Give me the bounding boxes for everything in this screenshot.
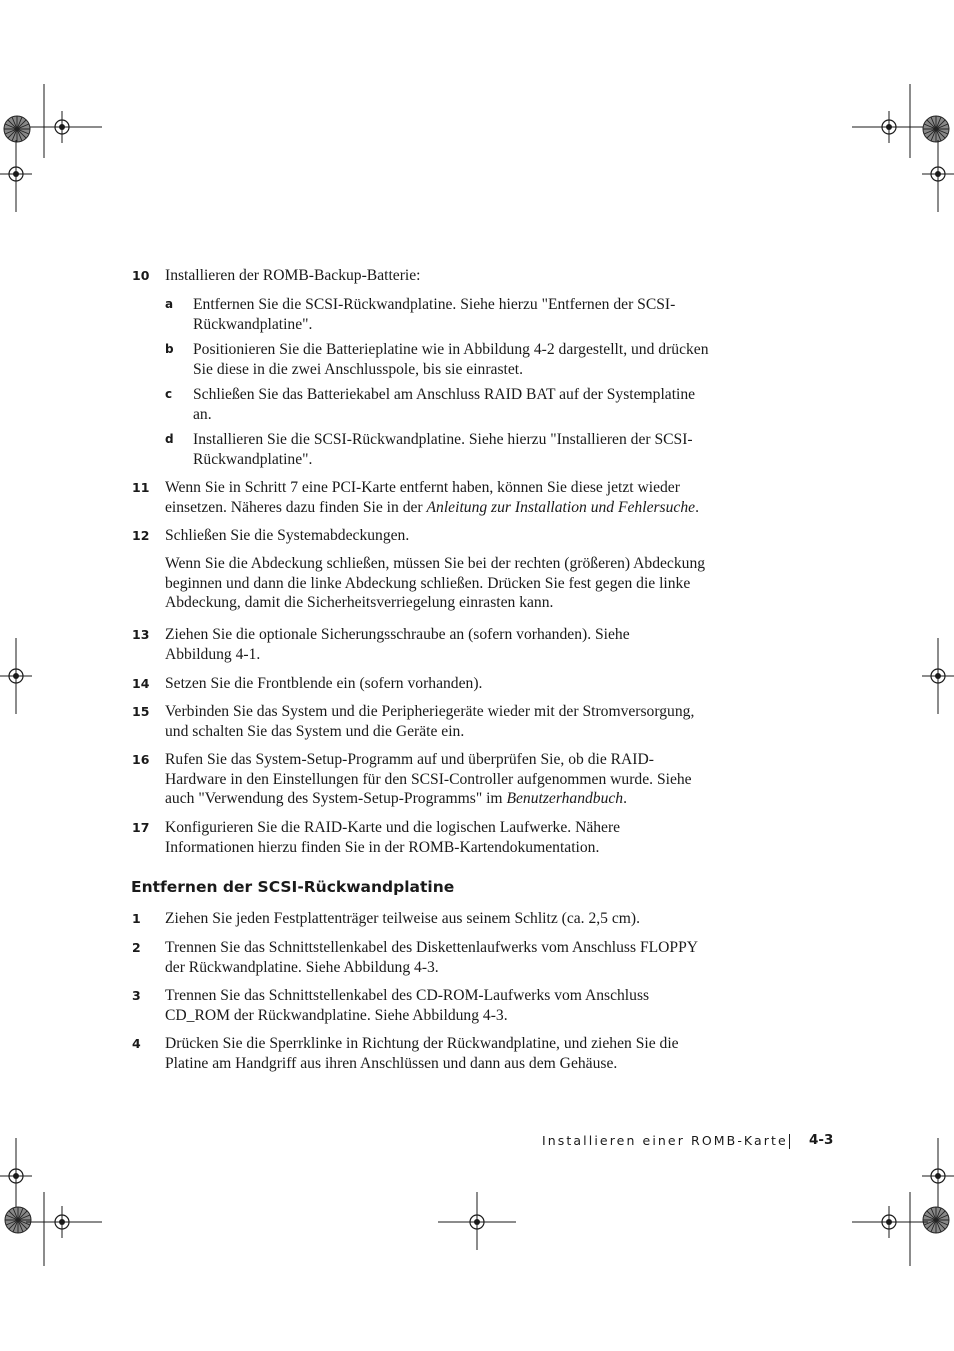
footer-divider <box>789 1134 790 1149</box>
step-number: 17 <box>132 820 150 835</box>
line: Entfernen Sie die SCSI-Rückwandplatine. Siehe hierzu "Entfernen der SCSI- <box>193 296 676 313</box>
line: Trennen Sie das Schnittstellenkabel des Diskettenlaufwerks vom Anschluss FLOPPY <box>165 939 699 956</box>
step-number: 3 <box>132 988 141 1003</box>
step-note-paragraph <box>165 554 740 613</box>
step-number: 4 <box>132 1036 141 1051</box>
line: Ziehen Sie die optionale Sicherungsschraube an (sofern vorhanden). Siehe <box>165 626 630 643</box>
line: Abbildung 4-1. <box>165 645 261 663</box>
step-text: Schließen Sie die Systemabdeckungen. <box>165 527 410 544</box>
step-number: 14 <box>132 676 150 691</box>
line: Rufen Sie das System-Setup-Programm auf und überprüfen Sie, ob die RAID- <box>165 751 654 768</box>
step-text <box>165 818 740 857</box>
line: Verbinden Sie das System und die Peripheriegeräte wieder mit der Stromversorgung, <box>165 703 695 720</box>
text-run: auch "Verwendung des System-Setup-Programms" im <box>165 790 507 807</box>
substep-letter: c <box>165 387 173 401</box>
line: Abdeckung, damit die Sicherheitsverriegelung einrasten kann. <box>165 594 554 611</box>
step-number: 11 <box>132 480 150 495</box>
substep-text <box>193 295 738 334</box>
text-run: . <box>623 790 628 807</box>
substep-letter: a <box>165 297 174 311</box>
line: Ziehen Sie jeden Festplattenträger teilweise aus seinem Schlitz (ca. 2,5 cm). <box>165 910 641 927</box>
footer-chapter-title: Installieren einer ROMB-Karte <box>542 1133 788 1148</box>
document-title-reference: Anleitung zur Installation und Fehlersuche <box>426 498 696 516</box>
step-number: 12 <box>132 528 150 543</box>
line: Wenn Sie in Schritt 7 eine PCI-Karte entfernt haben, können Sie diese jetzt wieder <box>165 479 680 496</box>
step-text <box>165 909 740 929</box>
step-text <box>165 986 740 1025</box>
document-title-reference: Benutzerhandbuch <box>506 790 624 807</box>
line: Konfigurieren Sie die RAID-Karte und die logischen Laufwerke. Nähere <box>165 819 621 836</box>
line: Drücken Sie die Sperrklinke in Richtung der Rückwandplatine, und ziehen Sie die <box>165 1035 679 1052</box>
line: Platine am Handgriff aus ihren Anschlüssen und dann aus dem Gehäuse. <box>165 1054 618 1072</box>
substep-text <box>193 430 738 469</box>
step-text <box>165 478 740 517</box>
step-text <box>165 674 740 694</box>
line: der Rückwandplatine. Siehe Abbildung 4-3. <box>165 958 439 976</box>
line <box>165 789 740 809</box>
substep-text <box>193 340 738 379</box>
line: Rückwandplatine". <box>193 450 313 468</box>
line: beginnen und dann die linke Abdeckung schließen. Drücken Sie fest gegen die linke <box>165 574 691 592</box>
step-text <box>165 702 740 741</box>
step-number: 13 <box>132 627 150 642</box>
step-text <box>165 1034 740 1073</box>
line: Sie diese in die zwei Anschlusspole, bis sie einrastet. <box>193 360 524 378</box>
substep-text <box>193 385 738 424</box>
line: Wenn Sie die Abdeckung schließen, müssen Sie bei der rechten (größeren) Abdeckung <box>165 555 706 572</box>
step-number: 10 <box>132 268 150 283</box>
text-run: einsetzen. Näheres dazu finden Sie in der <box>165 498 427 516</box>
step-number: 2 <box>132 940 141 955</box>
line: an. <box>193 405 212 423</box>
line <box>165 498 740 518</box>
line: CD_ROM der Rückwandplatine. Siehe Abbildung 4-3. <box>165 1006 508 1024</box>
step-number: 1 <box>132 911 141 926</box>
line: Informationen hierzu finden Sie in der ROMB-Kartendokumentation. <box>165 838 600 856</box>
substep-letter: d <box>165 432 174 446</box>
text-run: . <box>695 498 699 516</box>
line: Positionieren Sie die Batterieplatine wie in Abbildung 4-2 dargestellt, und drücken <box>193 341 709 358</box>
line: Setzen Sie die Frontblende ein (sofern vorhanden). <box>165 675 483 692</box>
footer-page-number: 4-3 <box>809 1132 834 1148</box>
line: Schließen Sie das Batteriekabel am Anschluss RAID BAT auf der Systemplatine <box>193 386 696 403</box>
step-number: 16 <box>132 752 150 767</box>
line: Trennen Sie das Schnittstellenkabel des CD-ROM-Laufwerks vom Anschluss <box>165 987 650 1004</box>
line: Hardware in den Einstellungen für den SCSI-Controller aufgenommen wurde. Siehe <box>165 770 692 788</box>
line: Rückwandplatine". <box>193 315 313 333</box>
step-text <box>165 938 740 977</box>
step-text: Installieren der ROMB-Backup-Batterie: <box>165 267 421 284</box>
step-text <box>165 625 740 664</box>
line: und schalten Sie das System und die Geräte ein. <box>165 722 465 740</box>
substep-letter: b <box>165 342 174 356</box>
section-heading: Entfernen der SCSI-Rückwandplatine <box>131 878 455 896</box>
line: Installieren Sie die SCSI-Rückwandplatine. Siehe hierzu "Installieren der SCSI- <box>193 431 693 448</box>
step-text <box>165 750 740 809</box>
step-number: 15 <box>132 704 150 719</box>
